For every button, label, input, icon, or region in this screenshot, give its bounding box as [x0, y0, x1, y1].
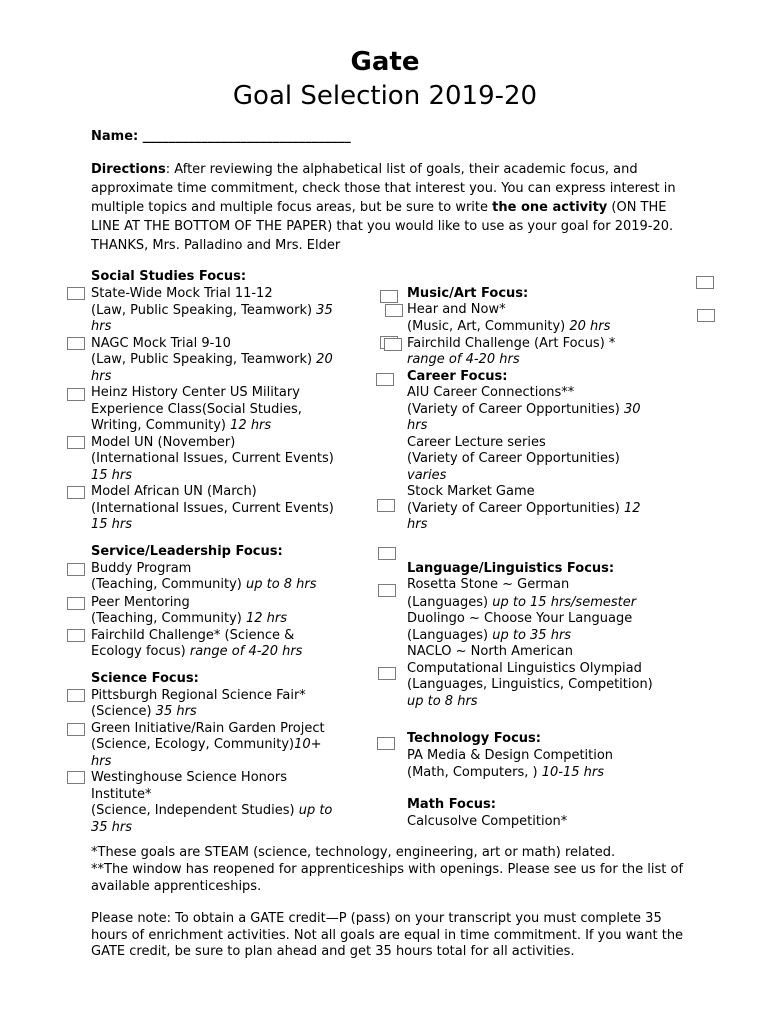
green-hours: 10+ [294, 737, 322, 752]
checkbox-stock-market[interactable] [377, 499, 395, 512]
model-african-un-title: Model African UN (March) [91, 484, 257, 499]
checkbox-language-heading[interactable] [378, 547, 396, 560]
service-leadership-heading: Service/Leadership Focus: [91, 544, 283, 559]
checkbox-music-art-heading[interactable] [380, 290, 398, 303]
fairchild-detail [91, 644, 302, 661]
checkbox-model-african-un[interactable] [67, 486, 85, 499]
directions-emphasis: the one activity [492, 200, 608, 215]
naclo-title-cont: Computational Linguistics Olympiad [407, 661, 642, 676]
checkbox-model-un[interactable] [67, 436, 85, 449]
duolingo-hours: up to 35 hrs [492, 628, 572, 643]
westinghouse-title: Westinghouse Science Honors [91, 770, 287, 785]
hear-detail [407, 319, 610, 336]
checkbox-nagc-mock-trial[interactable] [67, 337, 85, 350]
hear-title: Hear and Now* [407, 302, 506, 317]
page-title: Gate [350, 47, 420, 77]
westinghouse-focus: (Science, Independent Studies) [91, 803, 299, 818]
peer-hours: 12 hrs [245, 611, 287, 626]
nagc-focus: (Law, Public Speaking, Teamwork) [91, 352, 317, 367]
nagc-detail [91, 352, 333, 369]
aiu-title: AIU Career Connections** [407, 385, 575, 400]
fairchild-art-hours: range of 4-20 hrs [407, 352, 520, 367]
checkbox-technology[interactable] [377, 737, 395, 750]
nagc-hours: 20 [316, 352, 333, 367]
language-heading: Language/Linguistics Focus: [407, 561, 615, 576]
checkbox-buddy-program[interactable] [67, 563, 85, 576]
stock-focus: (Variety of Career Opportunities) [407, 501, 624, 516]
checkbox-pittsburgh-science-fair[interactable] [67, 689, 85, 702]
checkbox-naclo[interactable] [378, 667, 396, 680]
pittsburgh-focus: (Science) [91, 704, 156, 719]
pittsburgh-hours: 35 hrs [155, 704, 197, 719]
rosetta-detail [407, 595, 636, 612]
westinghouse-title-cont: Institute* [91, 787, 152, 802]
lecture-hours: varies [407, 468, 447, 483]
technology-heading: Technology Focus: [407, 731, 541, 746]
lecture-title: Career Lecture series [407, 435, 546, 450]
fairchild-focus: Ecology focus) [91, 644, 190, 659]
buddy-hours: up to 8 hrs [245, 577, 317, 592]
hear-hours: 20 hrs [569, 319, 611, 334]
green-title: Green Initiative/Rain Garden Project [91, 721, 325, 736]
checkbox-extra-2[interactable] [697, 309, 715, 322]
pa-media-detail [407, 765, 604, 782]
checkbox-rosetta-stone[interactable] [378, 584, 396, 597]
footnote-steam: *These goals are STEAM (science, technology, engineering, art or math) related. [91, 845, 616, 860]
pittsburgh-detail [91, 704, 197, 721]
rosetta-focus: (Languages) [407, 595, 493, 610]
heinz-detail [91, 418, 271, 435]
duolingo-focus: (Languages) [407, 628, 493, 643]
social-studies-heading: Social Studies Focus: [91, 269, 247, 284]
model-un-focus: (International Issues, Current Events) [91, 451, 334, 466]
green-detail [91, 737, 322, 754]
rosetta-title: Rosetta Stone ~ German [407, 577, 570, 592]
buddy-detail [91, 577, 317, 594]
heinz-title: Heinz History Center US Military [91, 385, 300, 400]
name-field[interactable]: Name: ________________________________ [91, 129, 351, 144]
lecture-focus: (Variety of Career Opportunities) [407, 451, 620, 466]
peer-detail [91, 611, 287, 628]
aiu-detail [407, 402, 641, 419]
buddy-title: Buddy Program [91, 561, 192, 576]
aiu-hours: 30 [623, 402, 641, 417]
aiu-focus: (Variety of Career Opportunities) [407, 402, 624, 417]
directions-label: Directions [91, 162, 166, 177]
model-un-hours: 15 hrs [91, 468, 133, 483]
checkbox-hear-and-now[interactable] [385, 304, 403, 317]
model-african-un-hours: 15 hrs [91, 517, 133, 532]
fairchild-title: Fairchild Challenge* (Science & [91, 628, 295, 643]
duolingo-detail [407, 628, 571, 645]
checkbox-fairchild-art[interactable] [384, 338, 402, 351]
buddy-focus: (Teaching, Community) [91, 577, 246, 592]
model-african-un-focus: (International Issues, Current Events) [91, 501, 334, 516]
science-heading: Science Focus: [91, 671, 199, 686]
pittsburgh-title: Pittsburgh Regional Science Fair* [91, 688, 306, 703]
pa-media-focus: (Math, Computers, ) [407, 765, 542, 780]
checkbox-peer-mentoring[interactable] [67, 597, 85, 610]
calcusolve-title: Calcusolve Competition* [407, 814, 568, 829]
fairchild-hours: range of 4-20 hrs [189, 644, 303, 659]
heinz-title-cont: Experience Class(Social Studies, [91, 402, 302, 417]
westinghouse-detail [91, 803, 332, 820]
nagc-title: NAGC Mock Trial 9-10 [91, 336, 231, 351]
westinghouse-hours-unit: 35 hrs [91, 820, 133, 835]
stock-title: Stock Market Game [407, 484, 535, 499]
career-heading: Career Focus: [407, 369, 508, 384]
mock-trial-focus: (Law, Public Speaking, Teamwork) [91, 303, 317, 318]
math-heading: Math Focus: [407, 797, 496, 812]
pa-media-hours: 10-15 hrs [541, 765, 604, 780]
directions [91, 160, 691, 255]
rosetta-hours: up to 15 hrs/semester [492, 595, 637, 610]
naclo-focus: (Languages, Linguistics, Competition) [407, 677, 653, 692]
checkbox-state-wide-mock-trial[interactable] [67, 287, 85, 300]
checkbox-green-initiative[interactable] [67, 723, 85, 736]
hear-focus: (Music, Art, Community) [407, 319, 570, 334]
checkbox-heinz-history-center[interactable] [67, 388, 85, 401]
pa-media-title: PA Media & Design Competition [407, 748, 614, 763]
nagc-hours-unit: hrs [91, 369, 112, 384]
checkbox-aiu-career[interactable] [376, 373, 394, 386]
aiu-hours-unit: hrs [407, 418, 428, 433]
checkbox-westinghouse[interactable] [67, 771, 85, 784]
model-un-title: Model UN (November) [91, 435, 236, 450]
naclo-hours: up to 8 hrs [407, 694, 478, 709]
heinz-focus: Writing, Community) [91, 418, 231, 433]
peer-focus: (Teaching, Community) [91, 611, 246, 626]
green-hours-unit: hrs [91, 754, 112, 769]
checkbox-fairchild-challenge-science[interactable] [67, 629, 85, 642]
mock-trial-detail [91, 303, 333, 320]
naclo-title: NACLO ~ North American [407, 644, 573, 659]
music-art-heading: Music/Art Focus: [407, 286, 529, 301]
fairchild-art-title: Fairchild Challenge (Art Focus) * [407, 336, 616, 351]
peer-title: Peer Mentoring [91, 595, 190, 610]
heinz-hours: 12 hrs [230, 418, 272, 433]
duolingo-title: Duolingo ~ Choose Your Language [407, 611, 633, 626]
green-focus: (Science, Ecology, Community) [91, 737, 295, 752]
westinghouse-hours: up to [298, 803, 333, 818]
directions-text: : After reviewing the alphabetical list of goals, their academic focus, and approximate time commitment, check those that interest you. You can express interest in multiple topics and multiple focus areas, but be sure to write [91, 162, 676, 215]
footnote-apprenticeships: **The window has reopened for apprenticeships with openings. Please see us for the list of available apprenticeships. [91, 862, 684, 894]
checkbox-extra-1[interactable] [696, 276, 714, 289]
stock-hours: 12 [623, 501, 641, 516]
directions-text-end: (ON THE LINE AT THE BOTTOM OF THE PAPER) that you would like to use as your goal for 2019-20. THANKS, Mrs. Palladino and Mrs. Elder [91, 200, 674, 253]
mock-trial-title: State-Wide Mock Trial 11-12 [91, 286, 273, 301]
mock-trial-hours-unit: hrs [91, 319, 112, 334]
gate-credit-note: Please note: To obtain a GATE credit—P (pass) on your transcript you must complete 35 hours of enrichment activities. Not all goals are equal in time commitment. If you want the GATE credit, be sure to plan ahead and get 35 hours total for all activities. [91, 911, 684, 959]
mock-trial-hours: 35 [316, 303, 333, 318]
stock-hours-unit: hrs [407, 517, 428, 532]
page-subtitle: Goal Selection 2019-20 [232, 81, 538, 111]
stock-detail [407, 501, 641, 518]
